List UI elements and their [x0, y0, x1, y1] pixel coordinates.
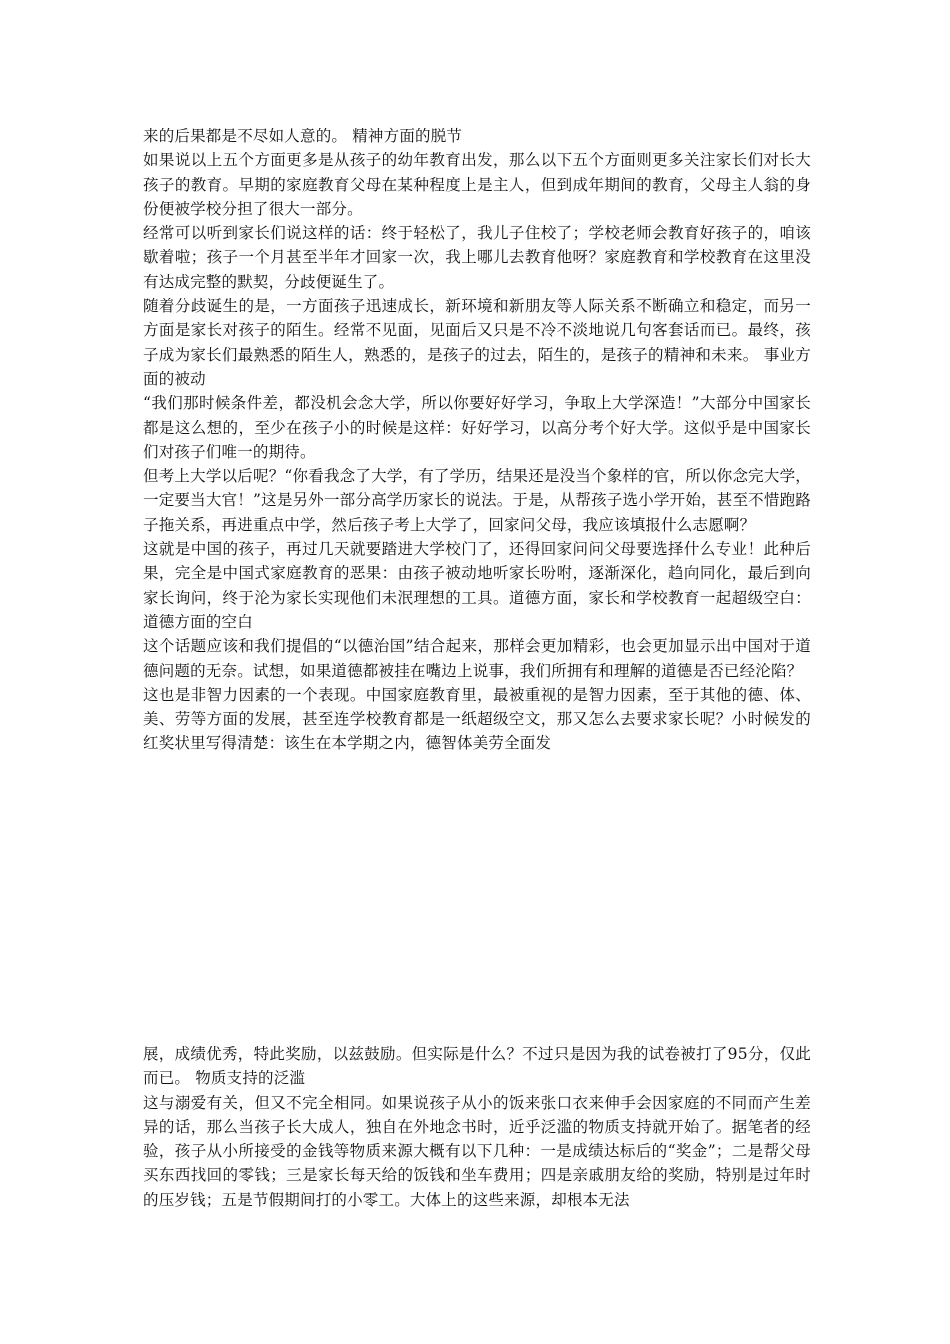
text-block-upper: [143, 124, 811, 756]
paragraph: 如果说以上五个方面更多是从孩子的幼年教育出发，那么以下五个方面则更多关注家长们对长大孩子的教育。早期的家庭教育父母在某种程度上是主人，但到成年期间的教育，父母主人翁的身份便被学校分担了很大一部分。: [143, 151, 811, 218]
paragraph: 这与溺爱有关，但又不完全相同。如果说孩子从小的饭来张口衣来伸手会因家庭的不同而产生差异的话，那么当孩子长大成人，独自在外地念书时，近乎泛滥的物质支持就开始了。据笔者的经验，孩子从小所接受的金钱等物质来源大概有以下几种：一是成绩达标后的“奖金”；二是帮父母买东西找回的零钱；三是家长每天给的饭钱和坐车费用；四是亲戚朋友给的奖励，特别是过年时的压岁钱；五是节假期间打的小零工。大体上的这些来源，却根本无法: [143, 1093, 811, 1209]
paragraph: 这就是中国的孩子，再过几天就要踏进大学校门了，还得回家问问父母要选择什么专业！此种后果，完全是中国式家庭教育的恶果：由孩子被动地听家长吩咐，逐渐深化，趋向同化，最后到向家长询问，终于沦为家长实现他们未泯理想的工具。道德方面，家长和学校教育一起超级空白： 道德方面的空白: [143, 540, 811, 631]
paragraph: 但考上大学以后呢？“你看我念了大学，有了学历，结果还是没当个象样的官，所以你念完大学，一定要当大官！”这是另外一部分高学历家长的说法。于是，从帮孩子选小学开始，甚至不惜跑路子拖关系，再进重点中学，然后孩子考上大学了，回家问父母，我应该填报什么志愿啊？: [143, 467, 811, 534]
paragraph: 这个话题应该和我们提倡的“以德治国”结合起来，那样会更加精彩，也会更加显示出中国对于道德问题的无奈。试想，如果道德都被挂在嘴边上说事，我们所拥有和理解的道德是否已经沦陷？: [143, 637, 811, 680]
text-block-lower: [143, 1042, 811, 1212]
paragraph: 经常可以听到家长们说这样的话：终于轻松了，我儿子住校了；学校老师会教育好孩子的，咱该歇着啦；孩子一个月甚至半年才回家一次，我上哪儿去教育他呀？家庭教育和学校教育在这里没有达成完整的默契，分歧便诞生了。: [143, 224, 811, 291]
paragraph: 展，成绩优秀，特此奖励，以兹鼓励。但实际是什么？不过只是因为我的试卷被打了95分，仅此而已。 物质支持的泛滥: [143, 1045, 811, 1088]
paragraph: “我们那时候条件差，都没机会念大学，所以你要好好学习，争取上大学深造！”大部分中国家长都是这么想的，至少在孩子小的时候是这样：好好学习，以高分考个好大学。这似乎是中国家长们对孩子们唯一的期待。: [143, 394, 811, 461]
paragraph: 来的后果都是不尽如人意的。 精神方面的脱节: [143, 127, 463, 145]
paragraph: 随着分歧诞生的是，一方面孩子迅速成长，新环境和新朋友等人际关系不断确立和稳定，而另一方面是家长对孩子的陌生。经常不见面，见面后又只是不冷不淡地说几句客套话而已。最终，孩子成为家长们最熟悉的陌生人，熟悉的，是孩子的过去，陌生的，是孩子的精神和未来。 事业方面的被动: [143, 297, 811, 388]
paragraph: 这也是非智力因素的一个表现。中国家庭教育里，最被重视的是智力因素，至于其他的德、体、美、劳等方面的发展，甚至连学校教育都是一纸超级空文，那又怎么去要求家长呢？小时候发的红奖状里写得清楚：该生在本学期之内，德智体美劳全面发: [143, 685, 811, 753]
